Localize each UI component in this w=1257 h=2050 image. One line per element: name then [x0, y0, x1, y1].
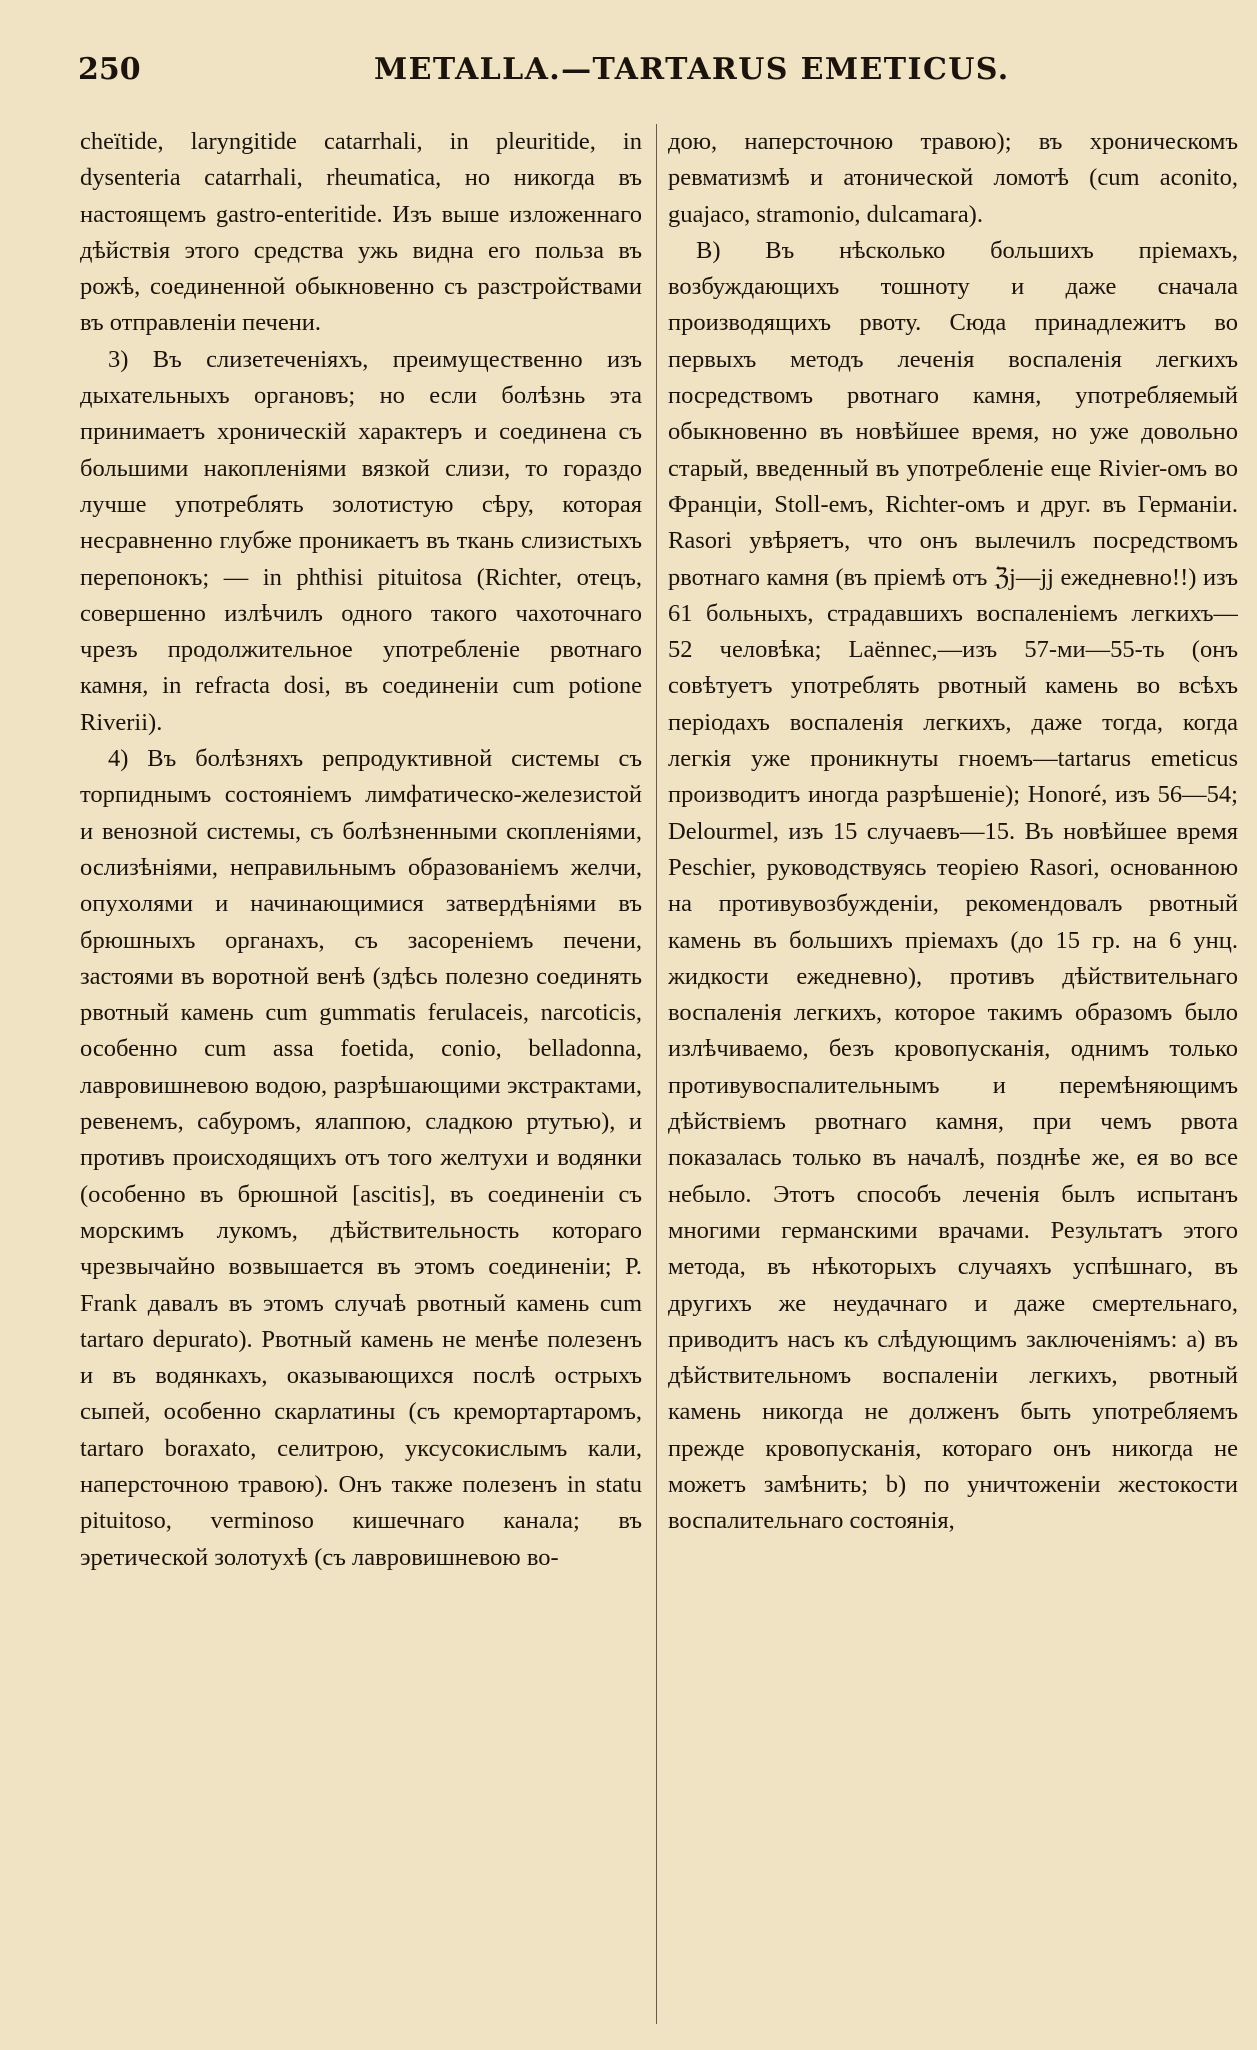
- page-header: [78, 52, 1238, 98]
- right-column: [668, 124, 1238, 2034]
- paragraph-item-3: 3) Въ слизетеченіяхъ, преимущественно изъ дыхательныхъ органовъ; но если болѣзнь эта принимаетъ хроническій характеръ и соединена съ большими накопленіями вязкой слизи, то гораздо лучше употреблять золотистую сѣру, которая несравненно глубже проникаетъ въ ткань слизистыхъ перепонокъ; — in phthisi pituitosa (Richter, отецъ, совершенно излѣчилъ одного такого чахоточнаго чрезъ продолжительное употребленіе рвотнаго камня, in refracta dosi, въ соединеніи cum potione Riverii).: [80, 345, 642, 736]
- left-column: [80, 124, 642, 2034]
- page-number: 250: [78, 52, 141, 87]
- running-title: METALLA.—TARTARUS EMETICUS.: [374, 52, 1010, 87]
- paragraph-item-4: 4) Въ болѣзняхъ репродуктивной системы съ торпиднымъ состояніемъ лимфатическо-железистой и венозной системы, съ болѣзненными скопленіями, ослизѣніями, неправильнымъ образованіемъ желчи, опухолями и начинающимися затвердѣніями въ брюшныхъ органахъ, съ засореніемъ печени, застоями въ воротной венѣ (здѣсь полезно соединять рвотный камень cum gummatis ferulaceis, narcoticis, особенно cum assa foetida, conio, belladonna, лавровишневою водою, разрѣшающими экстрактами, ревенемъ, сабуромъ, ялаппою, сладкою ртутью), и противъ происходящихъ отъ того желтухи и водянки (особенно въ брюшной [ascitis], въ соединеніи съ морскимъ лукомъ, дѣйствительность котораго чрезвычайно возвышается въ этомъ соединеніи; P. Frank давалъ въ этомъ случаѣ рвотный камень cum tartaro depurato). Рвотный камень не менѣе полезенъ и въ водянкахъ, оказывающихся послѣ острыхъ сыпей, особенно скарлатины (съ кремортартаромъ, tartaro boraxato, селитрою, уксусокислымъ кали, наперсточною травою). Онъ также полезенъ in statu pituitoso, verminoso кишечнаго канала; въ эретической золотухѣ (съ лавровишневою во-: [80, 745, 642, 1571]
- paragraph-continuation: cheïtide, laryngitide catarrhali, in pleuritide, in dysenteria catarrhali, rheumatica, но никогда въ настоящемъ gastro-enteritide. Изъ выше изложеннаго дѣйствія этого средства ужь видна его польза въ рожѣ, соединенной обыкновенно съ разстройствами въ отправленіи печени.: [80, 128, 642, 337]
- paragraph-continuation: дою, наперсточною травою); въ хроническомъ ревматизмѣ и атонической ломотѣ (cum aconito, guajaco, stramonio, dulcamara).: [668, 128, 1238, 228]
- column-divider: [656, 124, 657, 2024]
- paragraph-section-b: B) Въ нѣсколько большихъ пріемахъ, возбуждающихъ тошноту и даже сначала производящихъ рвоту. Сюда принадлежитъ во первыхъ методъ леченія воспаленія легкихъ посредствомъ рвотнаго камня, употребляемый обыкновенно въ новѣйшее время, но уже довольно старый, введенный въ употребленіе еще Rivier-омъ во Франціи, Stoll-емъ, Richter-омъ и друг. въ Германіи. Rasori увѣряетъ, что онъ вылечилъ посредствомъ рвотнаго камня (въ пріемѣ отъ ℨj—jj ежедневно!!) изъ 61 больныхъ, страдавшихъ воспаленіемъ легкихъ— 52 человѣка; Laënnec,—изъ 57-ми—55-ть (онъ совѣтуетъ употреблять рвотный камень во всѣхъ періодахъ воспаленія легкихъ, даже тогда, когда легкія уже проникнуты гноемъ—tartarus emeticus производитъ иногда разрѣшеніе); Honoré, изъ 56—54; Delourmel, изъ 15 случаевъ—15. Въ новѣйшее время Peschier, руководствуясь теоріею Rasori, основанною на противувозбужденіи, рекомендовалъ рвотный камень въ большихъ пріемахъ (до 15 гр. на 6 унц. жидкости ежедневно), противъ дѣйствительнаго воспаленія легкихъ, которое такимъ образомъ было излѣчиваемо, безъ кровопусканія, однимъ только противувоспалительнымъ и перемѣняющимъ дѣйствіемъ рвотнаго камня, при чемъ рвота показалась только въ началѣ, позднѣе же, ея во все небыло. Этотъ способъ леченія былъ испытанъ многими германскими врачами. Результатъ этого метода, въ нѣкоторыхъ случаяхъ успѣшнаго, въ другихъ же неудачнаго и даже смертельнаго, приводитъ насъ къ слѣдующимъ заключеніямъ: a) въ дѣйствительномъ воспаленіи легкихъ, рвотный камень никогда не долженъ быть употребляемъ прежде кровопусканія, котораго онъ никогда не можетъ замѣнить; b) по уничтоженіи жестокости воспалительнаго состоянія,: [668, 236, 1238, 1535]
